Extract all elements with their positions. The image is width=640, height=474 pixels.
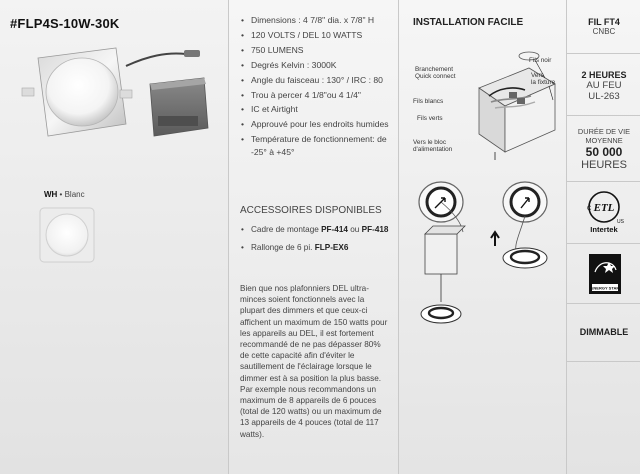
product-column <box>0 0 228 474</box>
etl-box <box>567 182 640 244</box>
product-model: #FLP4S-10W-30K <box>10 16 120 31</box>
specs-list <box>239 14 401 161</box>
lifetime-value: 50 000 <box>585 145 623 159</box>
accessory-code: FLP-EX6 <box>314 242 349 252</box>
fire-rating-line2: AU FEU <box>586 80 622 91</box>
spec-item: • Dimensions : 4 7/8" dia. x 7/8" H <box>251 14 401 26</box>
fire-rating-line3: UL-263 <box>588 91 620 102</box>
specs-column <box>228 0 398 474</box>
dimmable-box <box>567 304 640 362</box>
color-code: WH <box>44 190 58 199</box>
lifetime-box <box>567 116 640 182</box>
accessory-code: PF-418 <box>361 225 389 234</box>
label-vers-fixture: Vers la fixture <box>531 72 556 86</box>
dimmer-note: Bien que nos plafonniers DEL ultra-minces soient fonctionnels avec la plupart des dimmers et que ceux-ci affichent un maximum de 150 watts pour les appareils au DEL, il est fortement recommandé de ne pas dépasser 80% de cette capacité afin d'éviter le sautillement de l'éclairage lorsque le dimmer est à sa position la plus basse. Par exemple nous recommandons un maximum de 8 appareils de 6 pouces (total de 120 watts) ou un maximum de 13 appareils de 4 pouces (total de 117 watts). <box>240 284 388 439</box>
spec-item: • Approuvé pour les endroits humides <box>251 118 401 130</box>
installation-steps <box>411 176 563 336</box>
etl-us: US <box>617 219 624 224</box>
fire-rating-title: 2 HEURES <box>581 70 627 80</box>
accessories-list <box>239 224 401 259</box>
spec-item: • IC et Airtight <box>251 103 401 115</box>
wire-rating-title: FIL FT4 <box>588 17 620 27</box>
lifetime-sub: MOYENNE <box>585 136 623 145</box>
label-branchement: Branchement Quick connect <box>415 66 456 80</box>
energy-star-text: ENERGY STAR <box>590 285 620 291</box>
etl-mark: ETL <box>593 202 615 214</box>
spec-item: • Angle du faisceau : 130° / IRC : 80 <box>251 74 401 86</box>
etl-intertek-logo <box>584 190 624 224</box>
product-image <box>8 44 222 156</box>
label-fils-verts: Fils verts <box>417 115 443 122</box>
spec-item: • Trou à percer 4 1/8"ou 4 1/4" <box>251 89 401 101</box>
label-fils-blancs: Fils blancs <box>413 98 444 105</box>
lifetime-unit: HEURES <box>581 159 627 171</box>
spec-item: • Température de fonctionnement: de -25° à +45° <box>251 133 401 158</box>
accessory-item: • Cadre de montage PF-414 ou PF-418 <box>251 224 401 236</box>
label-vers-bloc: Vers le bloc d'alimentation <box>413 139 453 153</box>
accessory-code: PF-414 <box>321 225 348 234</box>
etl-c: C <box>587 206 592 212</box>
certifications-column <box>566 0 640 474</box>
spec-item: • Degrés Kelvin : 3000K <box>251 59 401 71</box>
spec-item: • 750 LUMENS <box>251 44 401 56</box>
fire-rating-box <box>567 54 640 116</box>
label-fils-noir: Fils noir <box>529 57 552 64</box>
color-name: Blanc <box>64 190 85 199</box>
installation-column <box>398 0 566 474</box>
wiring-diagram <box>469 48 559 160</box>
energy-star-box <box>567 244 640 304</box>
dimmable-label: DIMMABLE <box>579 327 629 337</box>
lifetime-title: DURÉE DE VIE <box>577 127 631 136</box>
accessory-item: • Rallonge de 6 pi. FLP-EX6 <box>251 242 401 254</box>
color-option: WH • Blanc <box>44 190 85 199</box>
intertek-label: Intertek <box>590 225 618 234</box>
spec-item: • 120 VOLTS / DEL 10 WATTS <box>251 29 401 41</box>
wire-rating-box <box>567 0 640 54</box>
white-swatch-image <box>36 204 98 266</box>
installation-title: INSTALLATION FACILE <box>413 17 524 28</box>
accessories-title: ACCESSOIRES DISPONIBLES <box>240 205 382 216</box>
wire-rating-sub: CNBC <box>592 27 616 36</box>
energy-star-logo <box>589 254 621 294</box>
